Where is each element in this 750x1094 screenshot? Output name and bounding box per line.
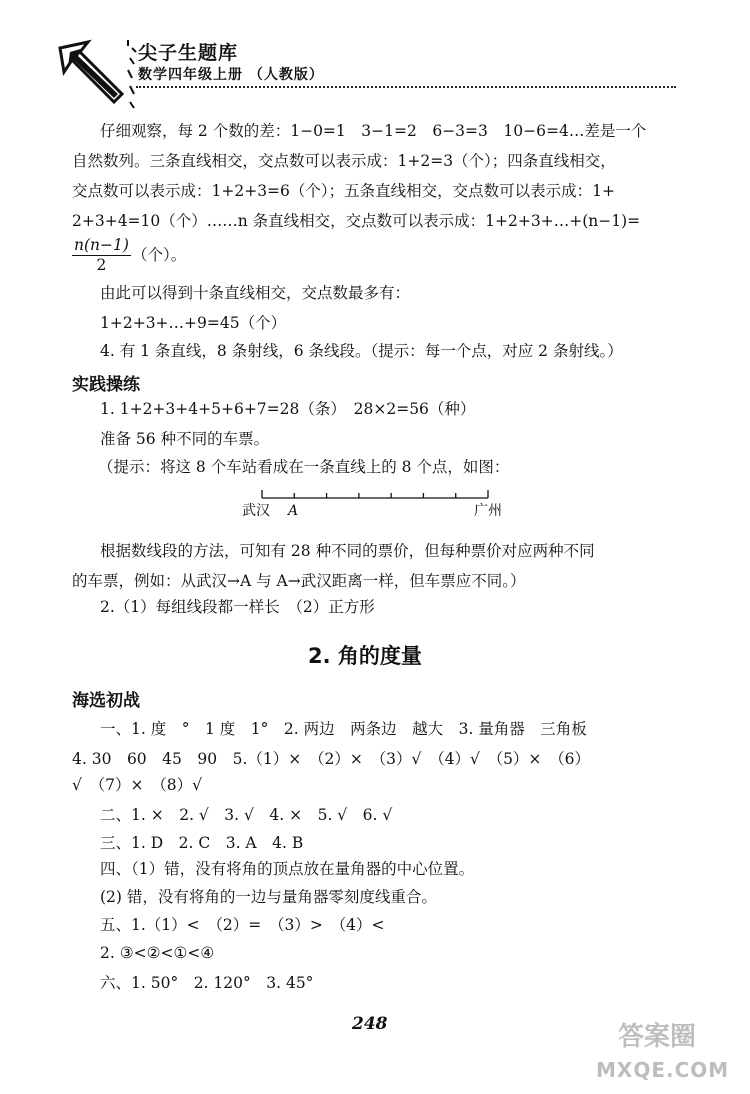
text-line: （个）。 [132, 246, 187, 264]
text-line: 一、1. 度 ° 1 度 1° 2. 两边 两条边 越大 3. 量角器 三角板 [100, 720, 587, 738]
text-line: 1+2+3+…+9=45（个） [100, 314, 287, 332]
heading-first-round: 海选初战 [72, 691, 140, 711]
text-line: 仔细观察，每 2 个数的差：1−0=1 3−1=2 6−3=3 10−6=4…差是一个 [100, 122, 647, 140]
text-line: (2) 错，没有将角的一边与量角器零刻度线重合。 [100, 888, 437, 906]
arrow-logo-icon [58, 38, 138, 114]
text-line: 四、（1）错，没有将角的顶点放在量角器的中心位置。 [100, 860, 475, 878]
book-subtitle: 数学四年级上册 （人教版） [138, 67, 324, 83]
label-wuhan: 武汉 [242, 503, 270, 519]
section-title: 2. 角的度量 [308, 644, 422, 668]
text-line: 2+3+4=10（个）……n 条直线相交，交点数可以表示成：1+2+3+…+(n−1)= [72, 212, 641, 230]
fraction-denominator: 2 [96, 256, 107, 274]
text-line: 五、1.（1）< （2）= （3）> （4）< [100, 916, 385, 934]
text-line: 六、1. 50° 2. 120° 3. 45° [100, 974, 314, 992]
fraction-formula [72, 236, 131, 275]
watermark-logo: 答案圈 [618, 1022, 697, 1052]
text-line: √ （7）× （8）√ [72, 776, 202, 794]
text-line: 三、1. D 2. C 3. A 4. B [100, 834, 304, 852]
text-line: 4. 30 60 45 90 5.（1）× （2）× （3）√ （4）√ （5）× （6） [72, 750, 591, 768]
label-a: A [288, 503, 299, 519]
label-guangzhou: 广州 [474, 503, 502, 519]
text-line: 根据数线段的方法，可知有 28 种不同的票价，但每种票价对应两种不同 [100, 542, 595, 560]
text-line: 二、1. × 2. √ 3. √ 4. × 5. √ 6. √ [100, 806, 393, 824]
text-line: 1. 1+2+3+4+5+6+7=28（条） 28×2=56（种） [100, 400, 476, 418]
book-title: 尖子生题库 [138, 42, 239, 64]
text-line: （提示：将这 8 个车站看成在一条直线上的 8 个点，如图： [98, 458, 510, 476]
text-line: 自然数列。三条直线相交，交点数可以表示成：1+2=3（个）；四条直线相交， [72, 152, 616, 170]
station-line [262, 490, 488, 498]
text-line: 交点数可以表示成：1+2+3=6（个）；五条直线相交，交点数可以表示成：1+ [72, 182, 616, 200]
watermark-url: MXQE.COM [596, 1058, 730, 1082]
text-line: 2. ③<②<①<④ [100, 944, 215, 962]
text-line: 4. 有 1 条直线，8 条射线，6 条线段。（提示：每一个点，对应 2 条射线。） [100, 342, 623, 360]
fraction-numerator: n(n−1) [74, 236, 129, 254]
text-line: 的车票，例如：从武汉→A 与 A→武汉距离一样，但车票应不同。） [72, 572, 526, 590]
text-line: 2.（1）每组线段都一样长 （2）正方形 [100, 598, 375, 616]
heading-practice: 实践操练 [72, 375, 140, 395]
text-line: 准备 56 种不同的车票。 [100, 430, 270, 448]
header-divider [136, 86, 676, 88]
text-line: 由此可以得到十条直线相交，交点数最多有： [100, 284, 411, 302]
page-number: 248 [352, 1014, 388, 1034]
